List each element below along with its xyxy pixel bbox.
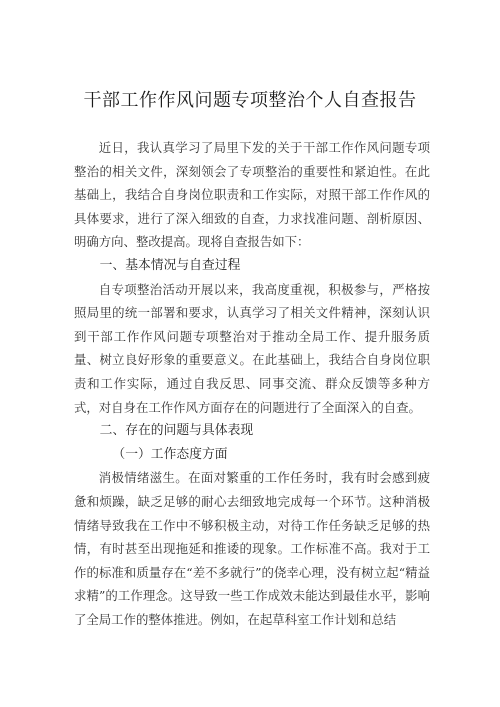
subsection-heading-work-attitude: （一）工作态度方面 bbox=[112, 446, 228, 462]
section-heading-problems: 二、存在的问题与具体表现 bbox=[99, 423, 254, 439]
subsection-paragraph-work-attitude: 消极情绪滋生。在面对繁重的工作任务时，我有时会感到疲惫和烦躁，缺乏足够的耐心去细致地完成每一个环节。这种消极情绪导致我在工作中不够积极主动，对待工作任务缺乏足够的热情，有时甚至出现拖延和推诿的现象。工作标准不高。我对于工作的标准和质量存在“差不多就行”的侥幸心理，没有树立起“精益求精”的工作理念。这导致一些工作成效未能达到最佳水平，影响了全局工作的整体推进。例如，在起草科室工作计划和总结 bbox=[74, 470, 430, 627]
document-body bbox=[74, 136, 430, 631]
document-title: 干部工作作风问题专项整治个人自查报告 bbox=[83, 90, 417, 111]
section-paragraph-basic-situation: 自专项整治活动开展以来，我高度重视，积极参与，严格按照局里的统一部署和要求，认真学习了相关文件精神，深刻认识到干部工作作风问题专项整治对于推动全局工作、提升服务质量、树立良好形象的重要意义。在此基础上，我结合自身岗位职责和工作实际，通过自我反思、同事交流、群众反馈等多种方式，对自身在工作作风方面存在的问题进行了全面深入的自查。 bbox=[74, 281, 430, 415]
section-heading-basic-situation: 一、基本情况与自查过程 bbox=[99, 257, 241, 273]
intro-paragraph: 近日，我认真学习了局里下发的关于干部工作作风问题专项整治的相关文件，深刻领会了专项整治的重要性和紧迫性。在此基础上，我结合自身岗位职责和工作实际，对照干部工作作风的具体要求，进行了深入细致的自查，力求找准问题、剖析原因、明确方向、整改提高。现将自查报告如下： bbox=[74, 140, 430, 250]
